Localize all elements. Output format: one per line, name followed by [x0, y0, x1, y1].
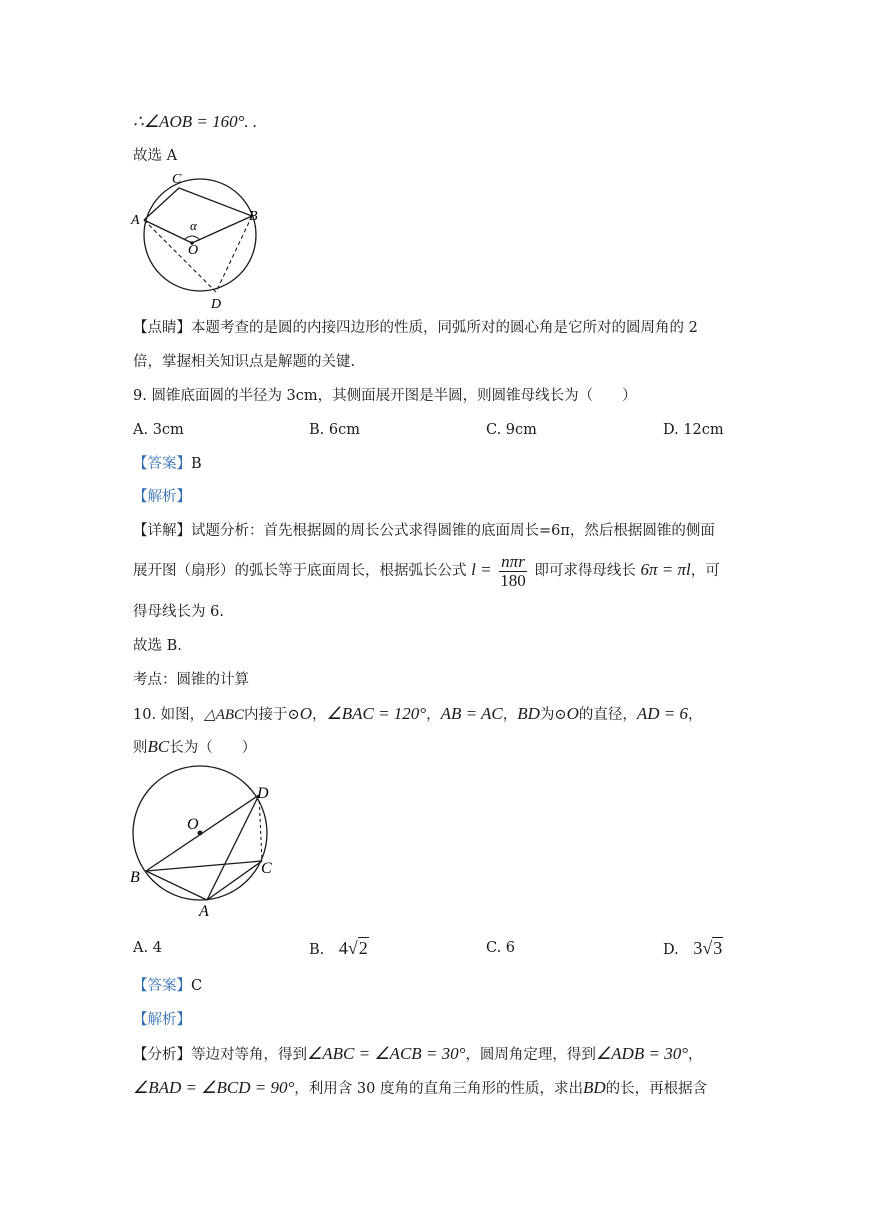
fig2-label-O: O — [187, 816, 199, 833]
q10-option-d-coef: 3 — [693, 938, 703, 958]
q9-option-a: A. 3cm — [133, 422, 184, 438]
comment-text-1: 本题考查的是圆的内接四边形的性质，同弧所对的圆心角是它所对的圆周角的 2 — [191, 320, 698, 336]
q10-option-b-value: 4√2 — [338, 938, 368, 958]
q9-detail-text-2a: 展开图（扇形）的弧长等于底面周长，根据弧长公式 — [133, 563, 467, 579]
comment-line-2: 倍，掌握相关知识点是解题的关键. — [133, 354, 356, 370]
q9-formula-2: 6π = πl — [640, 560, 691, 579]
fig1-label-C: C — [172, 172, 182, 187]
q10-bc: BC — [147, 737, 170, 756]
q9-option-d: D. 12cm — [663, 422, 724, 438]
q10-analysis-tag: 【解析】 — [133, 1012, 191, 1028]
q10-option-d-radicand: 3 — [713, 938, 723, 958]
q9-answer: B — [191, 456, 202, 472]
q10-f1-math-2: ∠ADB = 30° — [595, 1044, 688, 1063]
q10-equal-sides: AB = AC — [440, 704, 503, 723]
q10-option-b-coef: 4 — [338, 938, 348, 958]
q10-option-b-radicand: 2 — [358, 938, 368, 958]
q10-o-1: O — [299, 704, 312, 723]
q9-detail-text-1: 试题分析：首先根据圆的周长公式求得圆锥的底面周长=6π，然后根据圆锥的侧面 — [191, 523, 715, 539]
fig2-label-D: D — [257, 785, 269, 802]
q9-answer-line — [133, 454, 202, 474]
q9-detail-line-2 — [133, 552, 720, 590]
q10-answer-tag: 【答案】 — [133, 978, 191, 994]
q10-option-a: A. 4 — [133, 940, 162, 956]
q10-answer-line — [133, 976, 202, 996]
comment-line-1 — [133, 318, 698, 338]
fig1-label-A: A — [131, 213, 140, 228]
q10-answer: C — [191, 978, 203, 994]
q10-text-3: ， — [311, 707, 327, 723]
q10-f2a: ，利用含 30 度角的直角三角形的性质，求出 — [294, 1081, 583, 1097]
q10-f1c: ， — [688, 1047, 703, 1063]
q9-option-b: B. 6cm — [309, 422, 360, 438]
q10-f2b: 的长，再根据含 — [605, 1081, 708, 1097]
q9-option-c: C. 9cm — [486, 422, 537, 438]
fig2-label-A: A — [199, 903, 209, 920]
q9-answer-tag: 【答案】 — [133, 456, 191, 472]
q9-detail-text-2c: ，可 — [690, 563, 720, 579]
q10-fenxi-tag: 【分析】 — [133, 1047, 191, 1063]
fig1-label-O: O — [188, 243, 199, 258]
q10-text-6: 为⊙ — [539, 707, 567, 723]
q10-ad: AD = 6 — [636, 704, 689, 723]
q10-option-d-value: 3√3 — [693, 938, 723, 958]
q10-text-length: 长为（ ） — [169, 740, 257, 756]
q10-text-4: ， — [426, 707, 441, 723]
q10-analysis-line-2 — [133, 1078, 707, 1099]
q9-fraction-denominator: 180 — [500, 570, 526, 590]
q9-analysis-tag: 【解析】 — [133, 489, 191, 505]
therefore-line — [133, 112, 257, 133]
circle-figure-2 — [125, 765, 285, 925]
therefore-text: ∴∠AOB = 160°. . — [133, 112, 258, 131]
q10-f1b: ，圆周角定理，得到 — [465, 1047, 596, 1063]
q10-option-d — [663, 938, 723, 960]
q10-text-8: ， — [688, 707, 703, 723]
q10-stem-line-1 — [133, 704, 703, 725]
q10-angle: ∠BAC = 120° — [326, 704, 427, 723]
q10-option-b — [309, 938, 369, 960]
q10-stem-line-2 — [133, 737, 256, 758]
q10-bd: BD — [517, 704, 540, 723]
q9-detail-line-3: 得母线长为 6. — [133, 604, 224, 620]
q10-f2-bd: BD — [582, 1078, 606, 1097]
q10-text-2: 内接于⊙ — [244, 707, 300, 723]
q10-text-7: 的直径， — [578, 707, 637, 723]
q9-detail-line-1 — [133, 521, 715, 541]
q9-detail-text-2b: 即可求得母线长 — [534, 563, 636, 579]
q10-text-1: 10. 如图， — [133, 707, 205, 723]
q10-option-c: C. 6 — [486, 940, 516, 956]
q9-stem: 9. 圆锥底面圆的半径为 3cm，其侧面展开图是半圆，则圆锥母线长为（ ） — [133, 388, 637, 404]
q10-option-d-label: D. — [663, 942, 679, 958]
q9-formula-l: l = — [471, 560, 492, 579]
q10-f2-math: ∠BAD = ∠BCD = 90° — [133, 1078, 295, 1097]
q10-text-then: 则 — [133, 740, 148, 756]
q9-kaodian: 考点：圆锥的计算 — [133, 672, 249, 688]
choose-a-line: 故选 A — [133, 148, 178, 164]
q10-f1a: 等边对等角，得到 — [191, 1047, 307, 1063]
q9-choose: 故选 B. — [133, 638, 182, 654]
fig2-label-B: B — [130, 869, 140, 886]
q10-o-2: O — [566, 704, 579, 723]
q10-analysis-line-1 — [133, 1044, 703, 1065]
q10-option-b-label: B. — [309, 942, 325, 958]
fig1-label-D: D — [211, 297, 222, 310]
q9-detail-tag: 【详解】 — [133, 523, 191, 539]
q9-fraction-numerator: nπr — [501, 551, 525, 571]
q9-fraction — [499, 553, 527, 590]
fig2-label-C: C — [261, 860, 272, 877]
q10-triangle: △ABC — [204, 707, 245, 723]
q10-f1-math: ∠ABC = ∠ACB = 30° — [307, 1044, 466, 1063]
fig1-label-alpha: α — [190, 218, 197, 233]
circle-figure-1 — [128, 170, 278, 310]
q10-text-5: ， — [502, 707, 518, 723]
comment-tag: 【点睛】 — [133, 320, 191, 336]
fig1-label-B: B — [249, 209, 258, 224]
